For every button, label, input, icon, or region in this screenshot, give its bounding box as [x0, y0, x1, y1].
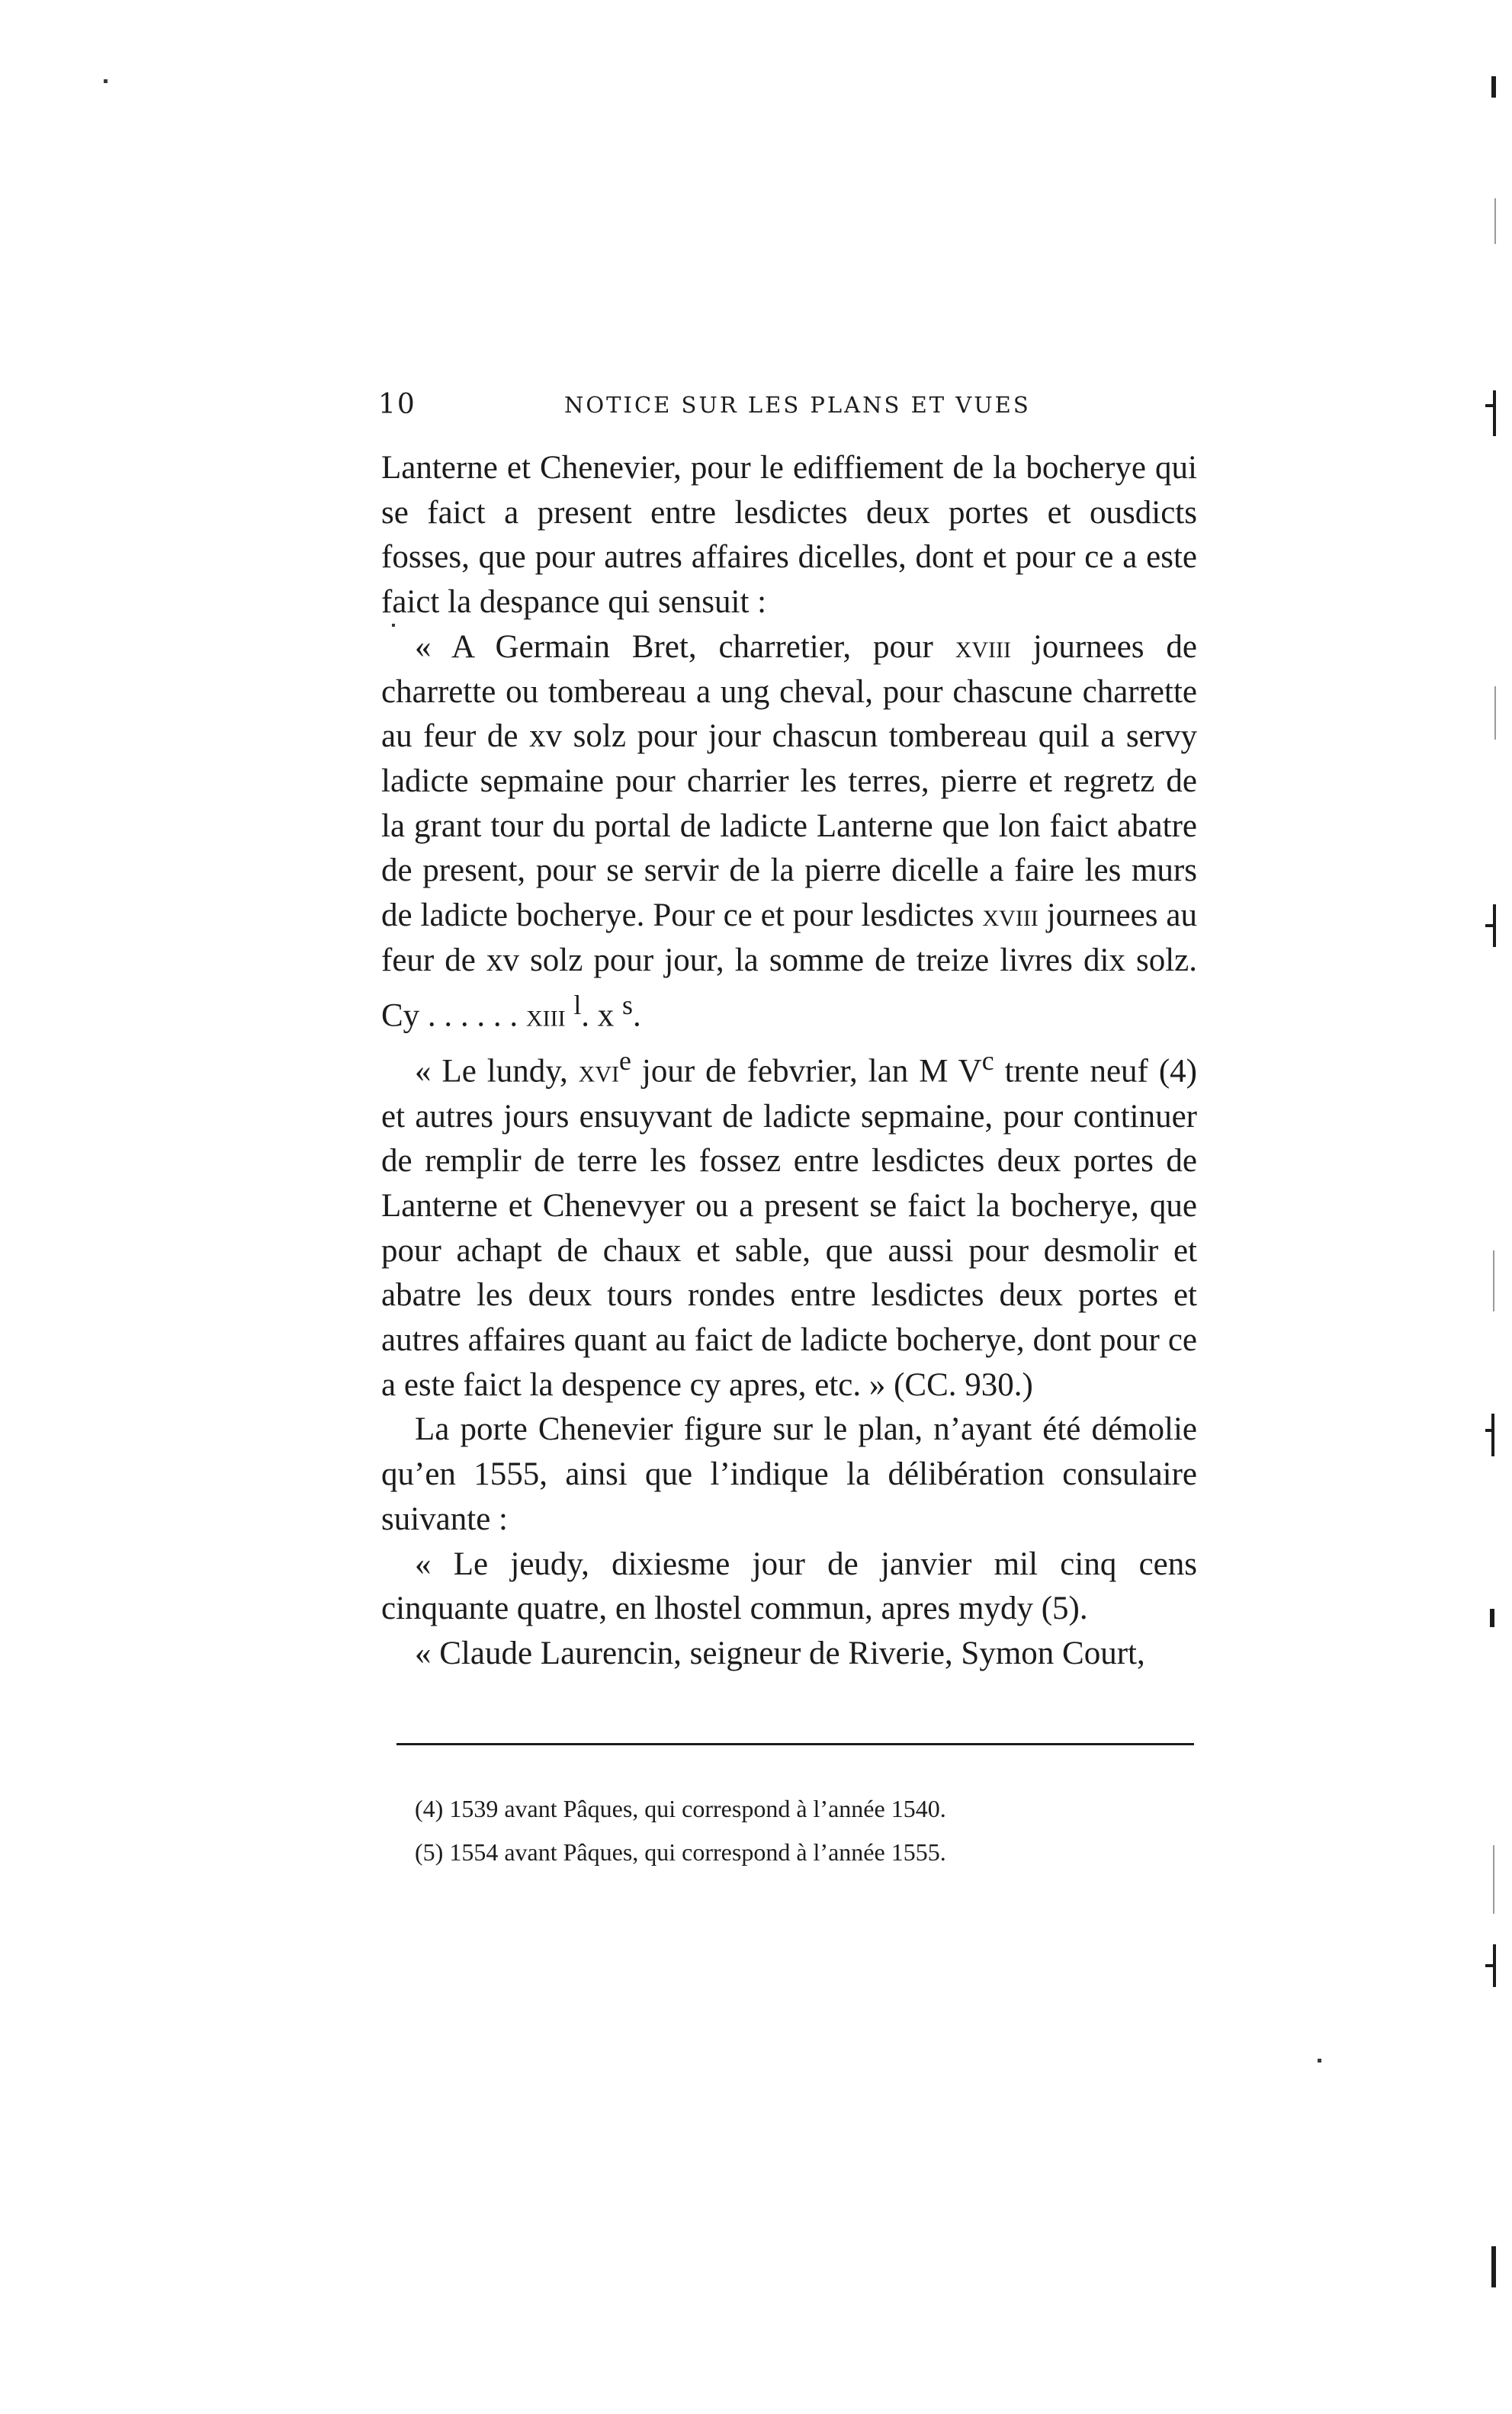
paragraph-2	[381, 625, 1197, 1039]
running-title: NOTICE SUR LES PLANS ET VUES	[564, 392, 1031, 418]
footnote-4: (4) 1539 avant Pâques, qui correspond à l’année 1540.	[415, 1795, 946, 1822]
scan-line	[1493, 1250, 1494, 1311]
scan-line	[1493, 1845, 1494, 1914]
footnote-divider	[396, 1743, 1194, 1745]
scan-speck	[392, 624, 395, 627]
text-run: trente neuf (4) et autres jours ensuyvant de ladicte sepmaine, pour continuer de remplir de terre les fossez entre lesdictes deux portes de Lanterne et Chenevyer ou a present se faict la bocherye, que pour achapt de chaux et sable, que aussi pour desmolir et abatre les deux tours rondes entre lesdictes deux portes et autres affaires quant au faict de ladicte bocherye, dont pour ce a este faict la despence cy apres, etc. » (CC. 930.)	[381, 1053, 1197, 1403]
scan-mark	[1491, 1414, 1494, 1456]
scan-mark	[1493, 904, 1496, 947]
scan-mark	[1493, 390, 1496, 436]
paragraph-5: « Le jeudy, dixiesme jour de janvier mil cinq cens cinquante quatre, en lhostel commun, apres mydy (5).	[381, 1546, 1197, 1627]
superscript: s	[622, 990, 633, 1021]
running-head	[378, 389, 1194, 435]
text-run: « Le lundy,	[415, 1053, 579, 1090]
page-number: 10	[378, 389, 416, 420]
scan-mark	[1491, 2246, 1496, 2287]
text-run: « A Germain Bret, charretier, pour	[415, 628, 955, 665]
paragraph-4: La porte Chenevier figure sur le plan, n’ayant été démolie qu’en 1555, ainsi que l’indique la délibération consulaire suivante :	[381, 1411, 1197, 1537]
footnote-5: (5) 1554 avant Pâques, qui correspond à l’année 1555.	[415, 1838, 946, 1866]
roman-numeral: xviii	[955, 628, 1012, 665]
scan-mark	[1490, 1609, 1494, 1627]
scan-line	[1494, 686, 1496, 740]
paragraph-6: « Claude Laurencin, seigneur de Riverie, Symon Court,	[415, 1635, 1145, 1671]
body-text	[381, 446, 1197, 1677]
superscript: c	[981, 1045, 994, 1077]
scan-speck	[104, 79, 108, 83]
roman-numeral: xiii	[525, 997, 566, 1034]
scan-line	[1494, 198, 1496, 244]
roman-numeral: xvi	[578, 1053, 619, 1090]
footnotes	[415, 1787, 1200, 1874]
scan-mark	[1493, 1944, 1496, 1987]
paragraph-3	[381, 1038, 1197, 1408]
paragraph-1: Lanterne et Chenevier, pour le ediffiement de la bocherye qui se faict a present entre lesdictes deux portes et ousdicts fosses, que pour autres affaires dicelles, dont et pour ce a este faict la despance qui sensuit :	[381, 450, 1197, 621]
roman-numeral: xviii	[982, 897, 1038, 934]
text-run: .	[633, 997, 641, 1034]
text-run: jour de febvrier, lan M V	[631, 1053, 982, 1090]
text-run: . x	[581, 997, 623, 1034]
text-run: journees au feur de xv solz pour jour, la somme de treize livres dix solz. Cy . . . . . .	[381, 897, 1197, 1034]
text-run	[566, 998, 574, 1034]
scan-mark	[1491, 76, 1496, 98]
scan-speck	[1318, 2059, 1321, 2062]
superscript: e	[619, 1045, 631, 1077]
superscript: l	[573, 990, 582, 1021]
text-run: journees de charrette ou tombereau a ung cheval, pour chascune charrette au feur de xv solz pour jour chascun tombereau quil a servy ladicte sepmaine pour charrier les terres, pierre et regretz de la grant tour du portal de ladicte Lanterne que lon faict abatre de present, pour se servir de la pierre dicelle a faire les murs de ladicte bocherye. Pour ce et pour lesdictes	[381, 628, 1197, 934]
